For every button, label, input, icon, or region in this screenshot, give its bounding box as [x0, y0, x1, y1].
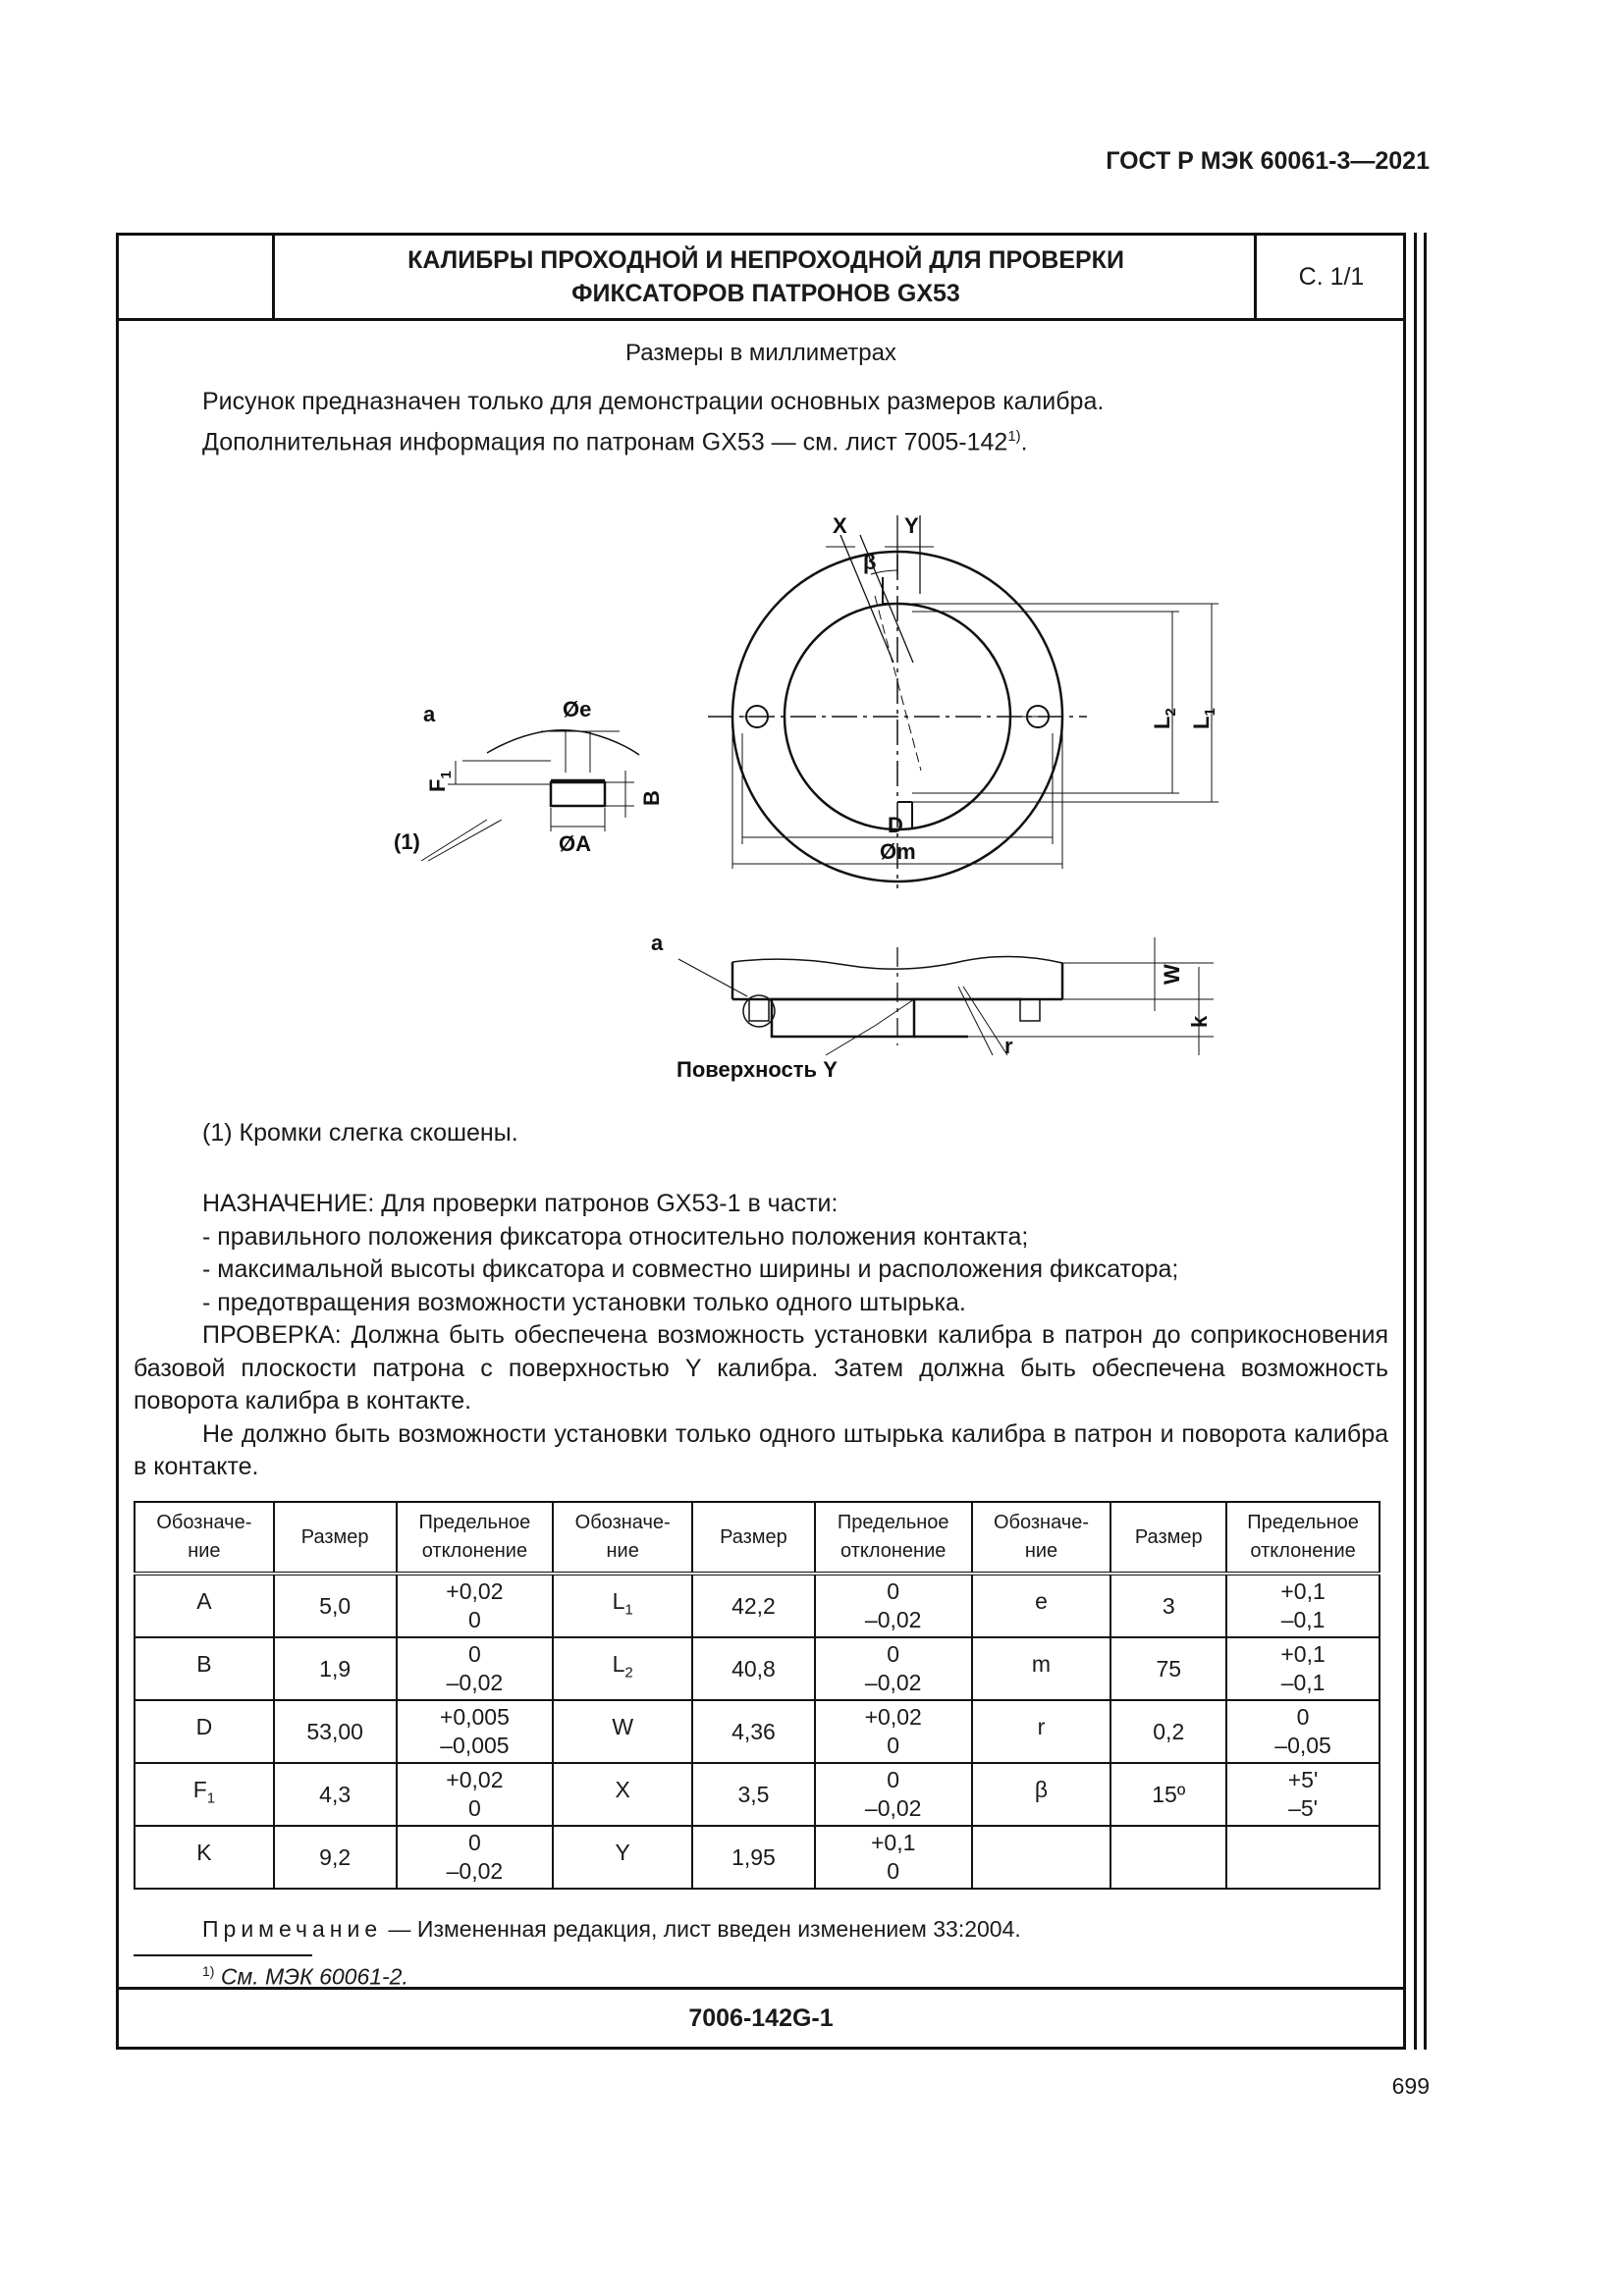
- label-e: Øe: [563, 697, 592, 721]
- label-beta: β: [863, 550, 877, 574]
- symbol-cell: Y: [553, 1826, 692, 1889]
- size-cell: 1,95: [692, 1826, 815, 1889]
- label-l2: $L_2$: [1150, 708, 1179, 729]
- size-cell: [1110, 1826, 1226, 1889]
- footnote: $^{1)}$ См. МЭК 60061-2.: [202, 1963, 408, 1990]
- size-cell: 5,0: [274, 1574, 397, 1637]
- header-cell: Обозначе- ние: [553, 1502, 692, 1574]
- intro-line1: Рисунок предназначен только для демонстрации основных размеров калибра.: [202, 388, 1105, 415]
- purpose-line: - предотвращения возможности установки только одного штырька.: [202, 1288, 966, 1316]
- header-cell: Размер: [274, 1502, 397, 1574]
- tolerance-cell: +0,005 –0,005: [397, 1700, 554, 1763]
- title-row: [119, 236, 1403, 321]
- symbol-cell: $L_2$: [553, 1637, 692, 1700]
- label-d: D: [888, 813, 903, 837]
- note-chamfer: (1) Кромки слегка скошены.: [202, 1119, 518, 1147]
- sheet-code: 7006-142G-1: [119, 1987, 1403, 2047]
- sheet-title-line2: ФИКСАТОРОВ ПАТРОНОВ GX53: [571, 280, 960, 307]
- sheet-title: [275, 236, 1257, 318]
- size-cell: 75: [1110, 1637, 1226, 1700]
- label-k: k: [1187, 1015, 1212, 1028]
- gauge-drawing: [394, 476, 1297, 1104]
- tolerance-cell: 0 –0,02: [397, 1826, 554, 1889]
- tolerance-cell: [1226, 1826, 1380, 1889]
- symbol-cell: A: [135, 1574, 274, 1637]
- remark: Примечание — Измененная редакция, лист введен изменением 33:2004.: [202, 1916, 1021, 1942]
- intro-line2: Дополнительная информация по патронам GX53 — см. лист 7005-142$^{1)}$.: [202, 428, 1028, 456]
- symbol-cell: $F_1$: [135, 1763, 274, 1826]
- purpose-line: - максимальной высоты фиксатора и совместно ширины и расположения фиксатора;: [202, 1255, 1179, 1283]
- standard-header: ГОСТ Р МЭК 60061-3—2021: [1106, 147, 1430, 175]
- tolerance-cell: +0,02 0: [815, 1700, 972, 1763]
- size-cell: 53,00: [274, 1700, 397, 1763]
- symbol-cell: D: [135, 1700, 274, 1763]
- symbol-cell: K: [135, 1826, 274, 1889]
- tolerance-cell: 0 –0,05: [1226, 1700, 1380, 1763]
- size-cell: 1,9: [274, 1637, 397, 1700]
- check-paragraph: ПРОВЕРКА: Должна быть обеспечена возможность установки калибра в патрон до соприкосновения базовой плоскости патрона с поверхностью Y калибра. Затем должна быть обеспечена возможность поворота калибра в контакте.: [134, 1321, 1388, 1415]
- tolerance-cell: 0 –0,02: [815, 1763, 972, 1826]
- label-m: Øm: [880, 839, 916, 864]
- tolerance-cell: +5' –5': [1226, 1763, 1380, 1826]
- label-l1: $L_1$: [1189, 708, 1218, 729]
- tolerance-cell: +0,02 0: [397, 1574, 554, 1637]
- size-cell: 4,36: [692, 1700, 815, 1763]
- symbol-cell: [972, 1826, 1111, 1889]
- symbol-cell: X: [553, 1763, 692, 1826]
- label-x: X: [833, 513, 847, 538]
- tolerance-cell: 0 –0,02: [815, 1574, 972, 1637]
- label-f1: $F_1$: [425, 771, 455, 792]
- purpose-line: НАЗНАЧЕНИЕ: Для проверки патронов GX53-1 в части:: [202, 1190, 839, 1217]
- label-a-pin: a: [423, 702, 436, 726]
- not-allowed-paragraph: Не должно быть возможности установки только одного штырька калибра в патрон и поворота калибра в контакте.: [134, 1419, 1388, 1480]
- footnote-separator: [134, 1954, 312, 1956]
- tolerance-cell: +0,1 –0,1: [1226, 1637, 1380, 1700]
- label-y: Y: [904, 513, 919, 538]
- title-empty-cell: [119, 236, 275, 318]
- symbol-cell: m: [972, 1637, 1111, 1700]
- label-surface-y: Поверхность Y: [677, 1057, 838, 1082]
- purpose-text: [134, 1188, 1388, 1484]
- symbol-cell: W: [553, 1700, 692, 1763]
- table-row: [135, 1763, 1380, 1826]
- tolerance-cell: 0 –0,02: [397, 1637, 554, 1700]
- header-cell: Размер: [1110, 1502, 1226, 1574]
- symbol-cell: $L_1$: [553, 1574, 692, 1637]
- label-chamfer: (1): [394, 829, 420, 854]
- intro-text: [202, 385, 1104, 459]
- symbol-cell: β: [972, 1763, 1111, 1826]
- tolerance-cell: 0 –0,02: [815, 1637, 972, 1700]
- purpose-line: - правильного положения фиксатора относительно положения контакта;: [202, 1222, 1029, 1251]
- label-a-diameter: ØA: [559, 831, 591, 856]
- label-a-detail: a: [651, 931, 664, 955]
- header-cell: Размер: [692, 1502, 815, 1574]
- label-b: B: [639, 790, 664, 806]
- size-cell: 9,2: [274, 1826, 397, 1889]
- frame-side-line: [1424, 233, 1427, 2050]
- table-row: [135, 1826, 1380, 1889]
- table-row: [135, 1700, 1380, 1763]
- label-r: r: [1004, 1034, 1013, 1058]
- size-cell: 42,2: [692, 1574, 815, 1637]
- table-header-row: [135, 1502, 1380, 1574]
- header-cell: Обозначе- ние: [972, 1502, 1111, 1574]
- tolerance-cell: +0,1 –0,1: [1226, 1574, 1380, 1637]
- dimensions-table: [134, 1501, 1380, 1890]
- header-cell: Обозначе- ние: [135, 1502, 274, 1574]
- sheet-number: С. 1/1: [1254, 236, 1406, 318]
- tolerance-cell: +0,1 0: [815, 1826, 972, 1889]
- size-cell: 3: [1110, 1574, 1226, 1637]
- size-cell: 4,3: [274, 1763, 397, 1826]
- header-cell: Предельное отклонение: [397, 1502, 554, 1574]
- table-row: [135, 1637, 1380, 1700]
- label-w: W: [1160, 964, 1184, 985]
- size-cell: 40,8: [692, 1637, 815, 1700]
- tolerance-cell: +0,02 0: [397, 1763, 554, 1826]
- sheet-frame: [116, 233, 1406, 2050]
- sheet-title-line1: КАЛИБРЫ ПРОХОДНОЙ И НЕПРОХОДНОЙ ДЛЯ ПРОВЕРКИ: [407, 246, 1124, 274]
- frame-side-line: [1414, 233, 1417, 2050]
- header-cell: Предельное отклонение: [815, 1502, 972, 1574]
- page-number: 699: [1391, 2073, 1430, 2099]
- symbol-cell: r: [972, 1700, 1111, 1763]
- table-row: [135, 1574, 1380, 1637]
- size-cell: 15º: [1110, 1763, 1226, 1826]
- header-cell: Предельное отклонение: [1226, 1502, 1380, 1574]
- size-cell: 0,2: [1110, 1700, 1226, 1763]
- dimensions-note: Размеры в миллиметрах: [625, 340, 896, 366]
- size-cell: 3,5: [692, 1763, 815, 1826]
- symbol-cell: e: [972, 1574, 1111, 1637]
- symbol-cell: B: [135, 1637, 274, 1700]
